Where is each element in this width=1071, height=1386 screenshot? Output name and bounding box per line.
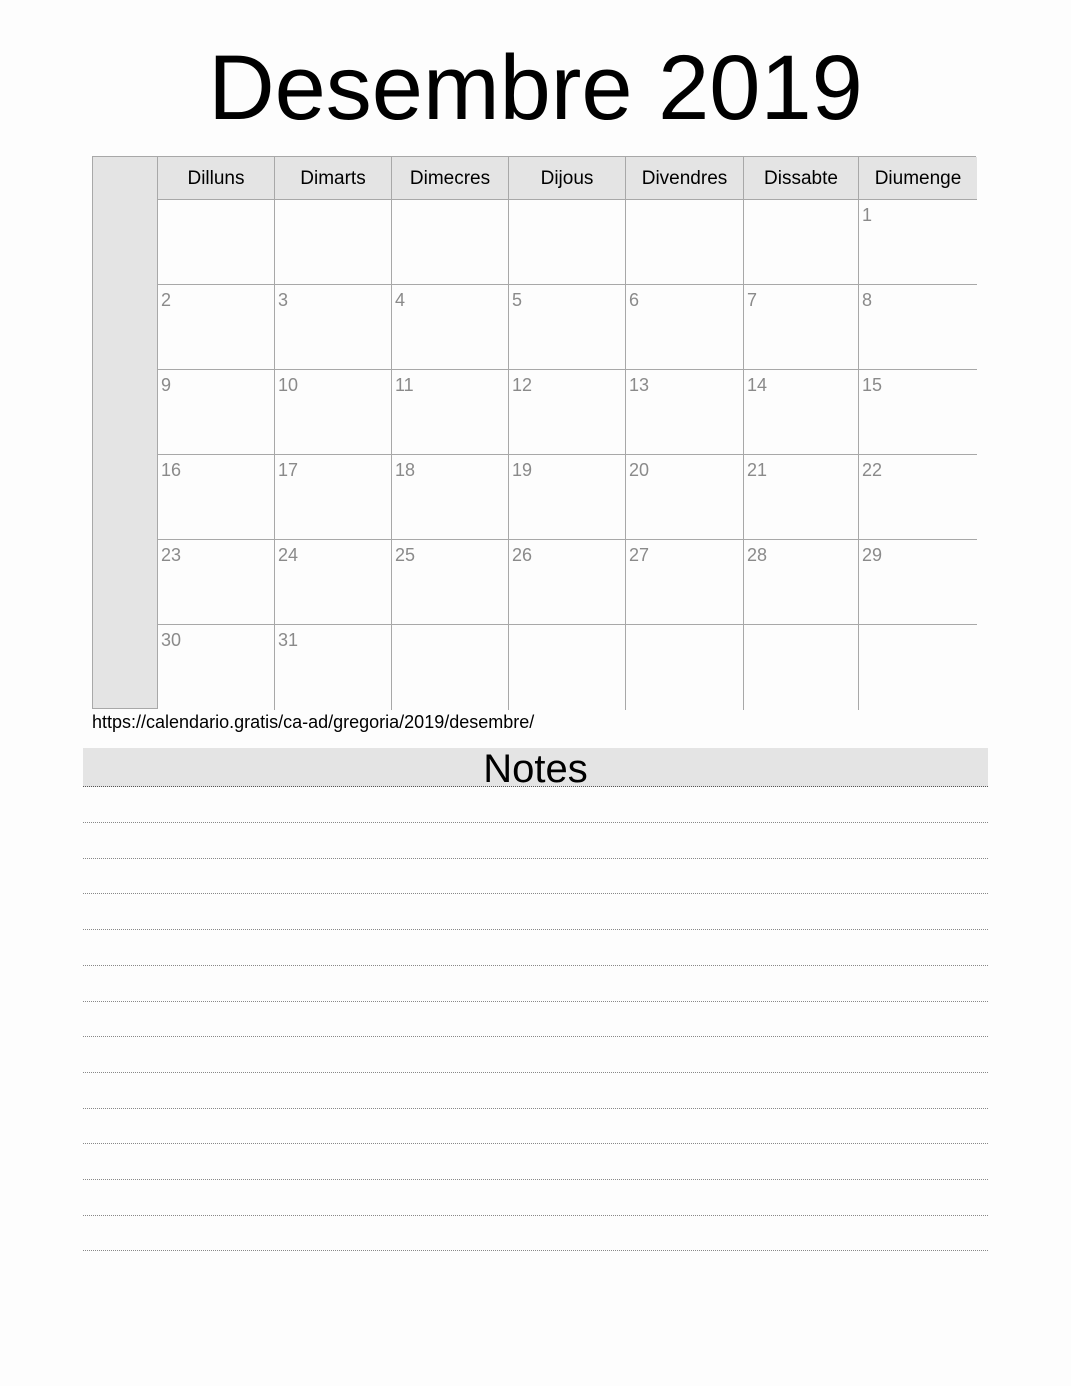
day-number: 23 [161,545,182,565]
weekday-header-divendres: Divendres [626,157,744,200]
day-number: 27 [629,545,650,565]
weekday-header-dimecres: Dimecres [392,157,509,200]
day-cell [509,625,626,710]
day-number: 7 [747,290,758,310]
day-number: 3 [278,290,289,310]
day-cell [859,540,977,625]
day-number: 16 [161,460,182,480]
note-line [83,1108,988,1109]
day-cell [392,200,509,285]
day-number: 28 [747,545,768,565]
day-cell [744,455,859,540]
day-cell [158,455,275,540]
weekday-header-dimarts: Dimarts [275,157,392,200]
day-cell [158,370,275,455]
note-line [83,858,988,859]
day-number: 1 [862,205,873,225]
weekday-header-dijous: Dijous [509,157,626,200]
day-cell [626,200,744,285]
day-number: 10 [278,375,299,395]
note-line [83,893,988,894]
page-title: Desembre 2019 [208,37,863,139]
day-cell [626,370,744,455]
day-number: 2 [161,290,172,310]
day-number: 24 [278,545,299,565]
note-line [83,1001,988,1002]
day-cell [859,370,977,455]
weekday-header-diumenge: Diumenge [859,157,977,200]
day-cell [509,200,626,285]
note-line [83,1072,988,1073]
day-cell [509,370,626,455]
note-line [83,1036,988,1037]
day-cell [859,200,977,285]
day-cell [275,625,392,710]
day-number: 11 [395,375,414,395]
note-line [83,822,988,823]
day-number: 30 [161,630,182,650]
day-number: 26 [512,545,533,565]
weekday-header-dilluns: Dilluns [158,157,275,200]
day-cell [275,540,392,625]
day-number: 31 [278,630,299,650]
day-number: 18 [395,460,416,480]
day-number: 19 [512,460,533,480]
day-cell [392,625,509,710]
note-line [83,1250,988,1251]
day-cell [158,285,275,370]
day-cell [158,540,275,625]
day-cell [509,455,626,540]
note-line [83,965,988,966]
day-number: 9 [161,375,172,395]
day-cell [275,370,392,455]
day-cell [392,540,509,625]
day-cell [275,455,392,540]
week-side-column [93,157,158,708]
notes-header: Notes [83,748,988,787]
day-cell [392,285,509,370]
day-number: 21 [747,460,768,480]
day-number: 8 [862,290,873,310]
day-cell [744,200,859,285]
day-cell [859,285,977,370]
day-cell [626,455,744,540]
day-cell [509,285,626,370]
day-number: 29 [862,545,883,565]
day-cell [626,625,744,710]
day-cell [859,625,977,710]
day-cell [392,370,509,455]
day-number: 14 [747,375,768,395]
day-cell [509,540,626,625]
day-number: 25 [395,545,416,565]
day-number: 22 [862,460,883,480]
day-cell [626,285,744,370]
day-cell [744,285,859,370]
day-number: 5 [512,290,523,310]
day-cell [626,540,744,625]
day-cell [158,200,275,285]
note-line [83,1143,988,1144]
day-number: 4 [395,290,406,310]
day-cell [744,540,859,625]
note-line [83,1215,988,1216]
day-number: 12 [512,375,533,395]
day-number: 17 [278,460,299,480]
source-url: https://calendario.gratis/ca-ad/gregoria/2019/desembre/ [92,712,535,732]
day-cell [744,625,859,710]
day-cell [744,370,859,455]
day-number: 15 [862,375,883,395]
day-number: 6 [629,290,640,310]
day-cell [859,455,977,540]
day-cell [275,285,392,370]
day-number: 13 [629,375,650,395]
note-line [83,1179,988,1180]
day-number: 20 [629,460,650,480]
note-line [83,929,988,930]
calendar-grid [92,156,976,709]
day-cell [158,625,275,710]
day-cell [275,200,392,285]
weekday-header-dissabte: Dissabte [744,157,859,200]
day-cell [392,455,509,540]
